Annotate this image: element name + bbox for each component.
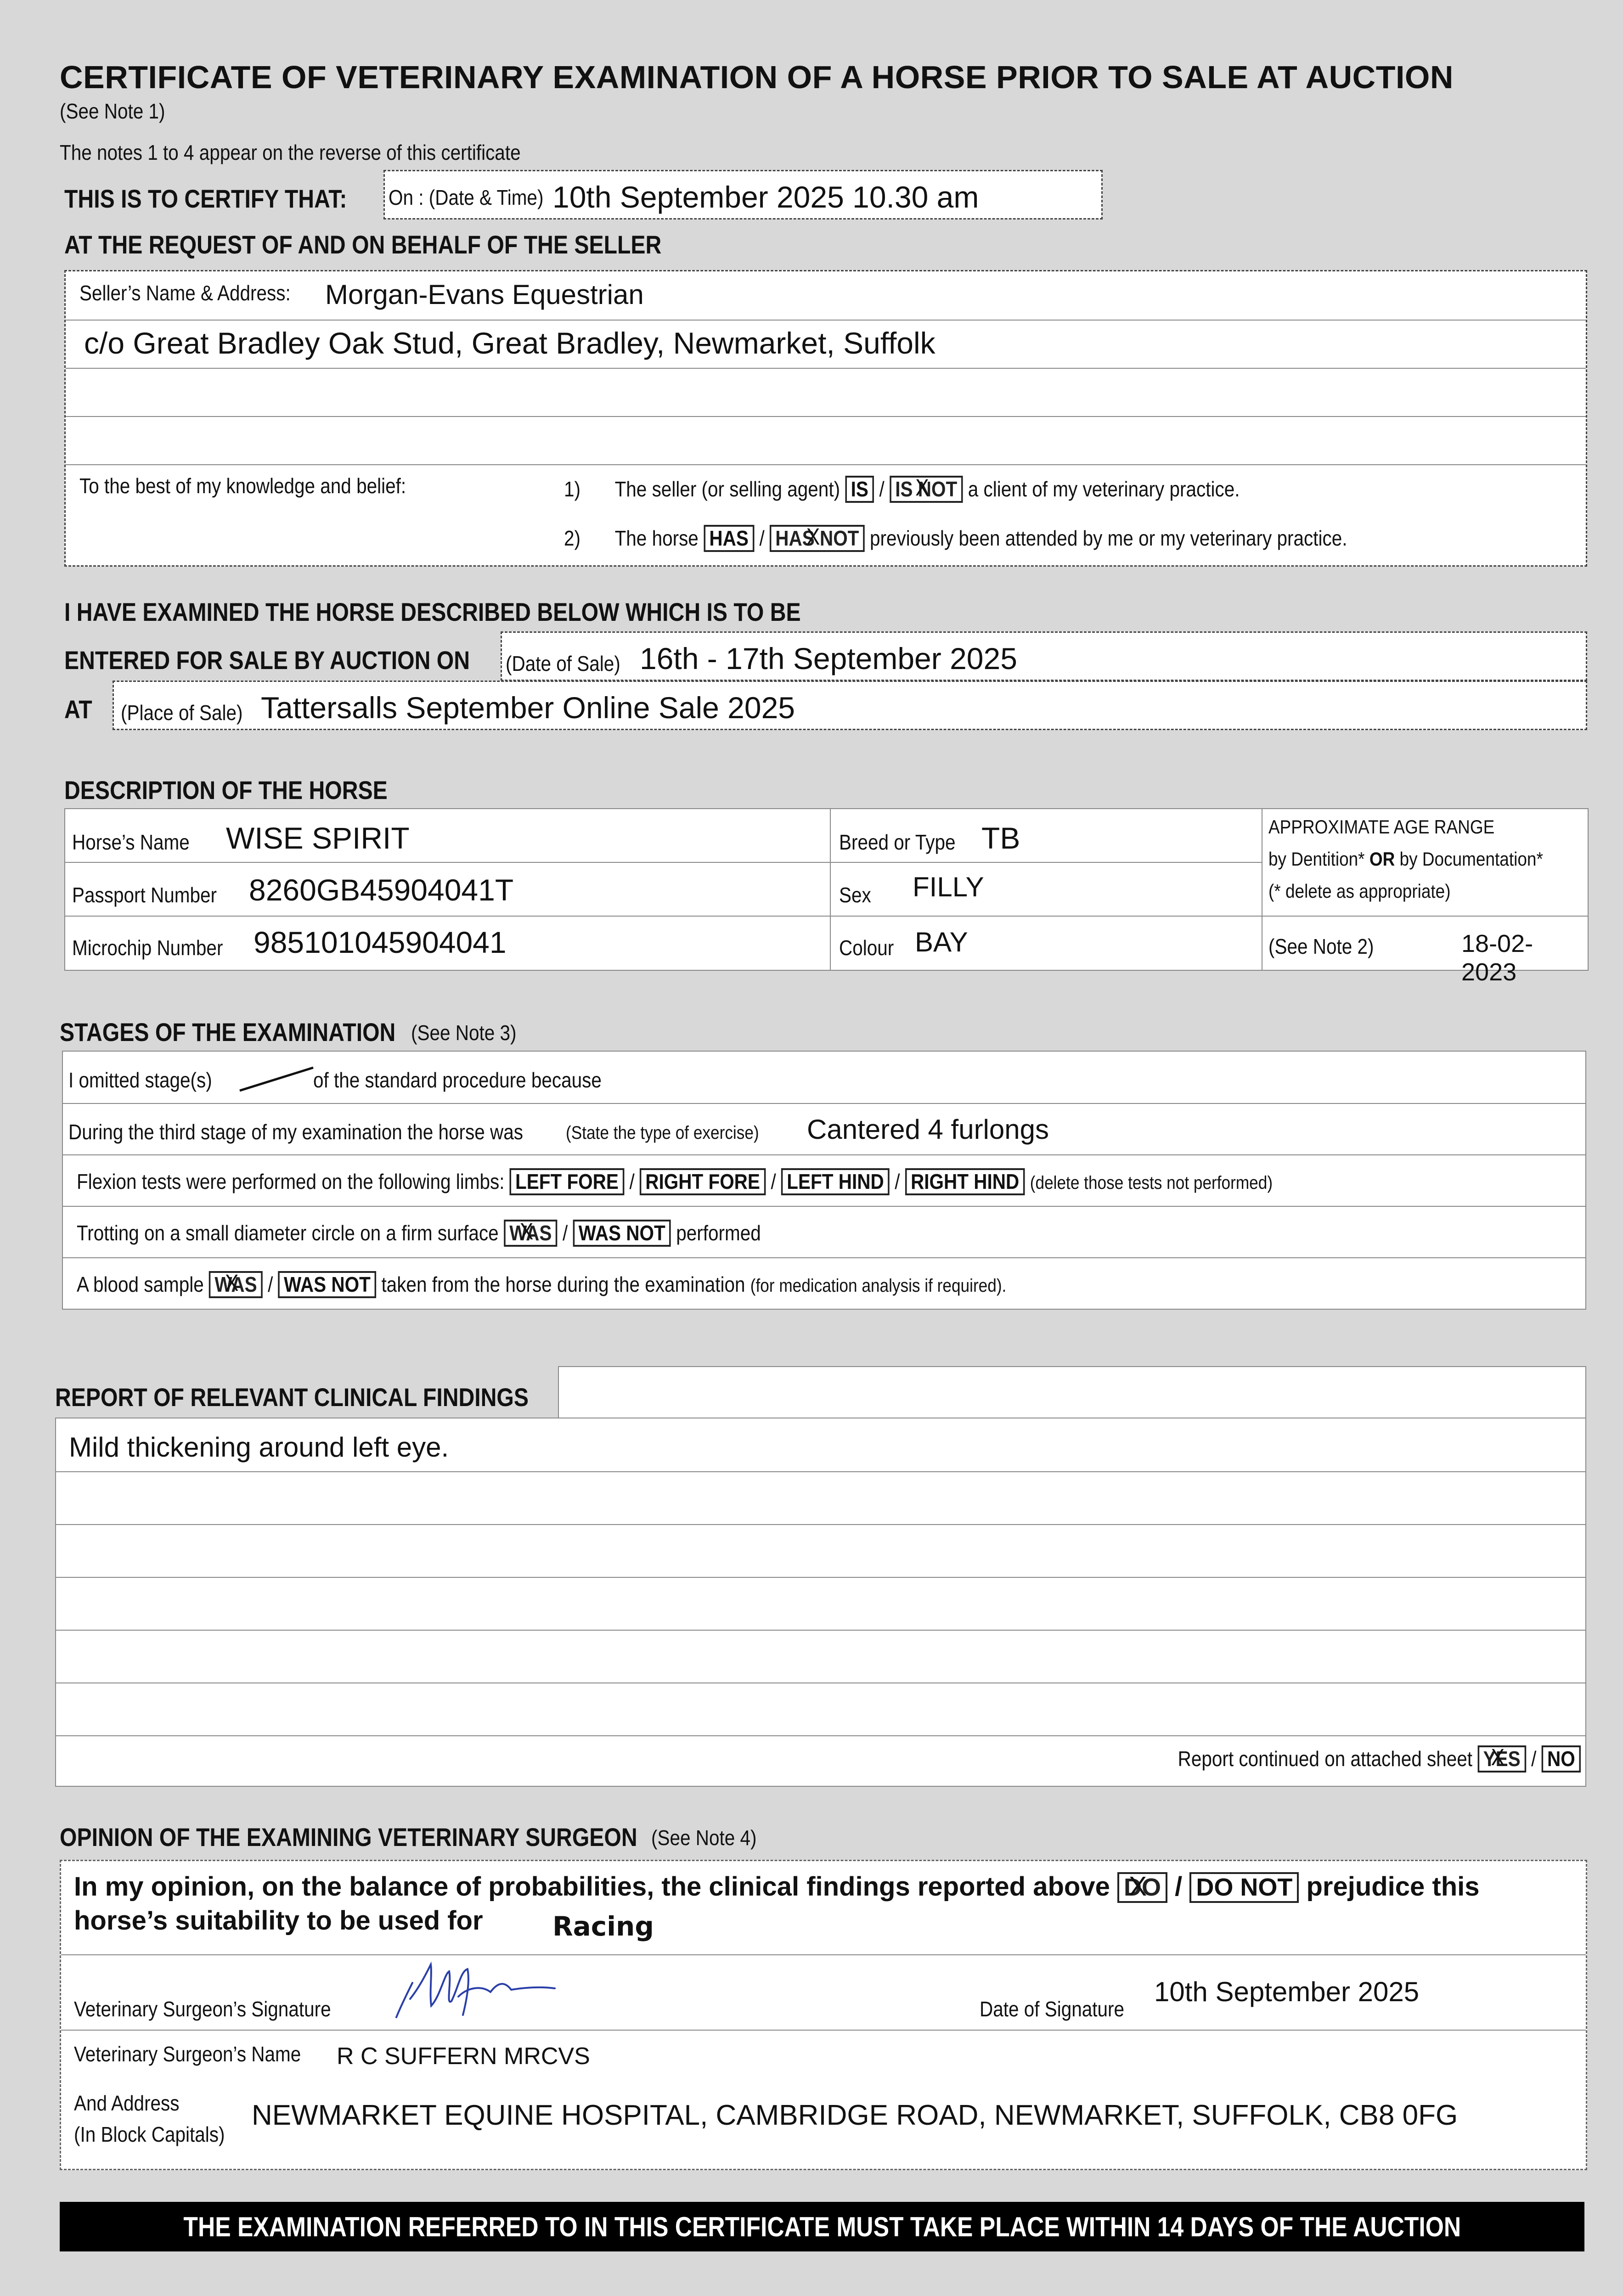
opinion-purpose-value[interactable]: Racing (552, 1911, 654, 1942)
blood-pre: A blood sample (77, 1272, 204, 1296)
seller-box (64, 270, 1587, 567)
vet-name-value[interactable]: R C SUFFERN MRCVS (337, 2043, 590, 2070)
see-note-1: (See Note 1) (60, 99, 165, 123)
third-stage-label: During the third stage of my examination the horse was (68, 1120, 524, 1144)
certificate-title: CERTIFICATE OF VETERINARY EXAMINATION OF A HORSE PRIOR TO SALE AT AUCTION (60, 59, 1454, 95)
breed-label: Breed or Type (839, 830, 956, 854)
attended-has-option[interactable]: HAS (704, 525, 754, 552)
stages-heading-row (60, 1017, 450, 1047)
on-datetime-label: On : (Date & Time) (389, 186, 544, 209)
place-of-sale-label: (Place of Sale) (121, 701, 243, 725)
sex-label: Sex (839, 883, 871, 907)
report-continued-row (1178, 1745, 1581, 1773)
breed-value[interactable]: TB (981, 821, 1020, 855)
opinion-box (60, 1860, 1587, 2170)
colour-label: Colour (839, 936, 894, 960)
seller-address-line1[interactable]: c/o Great Bradley Oak Stud, Great Bradley, Newmarket, Suffolk (84, 326, 935, 360)
signature-label: Veterinary Surgeon’s Signature (74, 1997, 331, 2021)
certify-label: THIS IS TO CERTIFY THAT: (64, 184, 347, 213)
blood-row (77, 1271, 1006, 1298)
knowledge-label: To the best of my knowledge and belief: (79, 474, 406, 498)
third-stage-hint: (State the type of exercise) (566, 1123, 759, 1143)
opinion-statement-post: prejudice this (1306, 1872, 1480, 1902)
horse-name-label: Horse’s Name (72, 830, 190, 854)
age-delete-note: (* delete as appropriate) (1268, 880, 1451, 902)
opinion-statement-line2: horse’s suitability to be used for (74, 1906, 483, 1936)
item2-post: previously been attended by me or my veterinary practice. (869, 526, 1347, 550)
vet-address-label-2: (In Block Capitals) (74, 2122, 225, 2146)
client-is-option[interactable]: IS (845, 476, 874, 503)
date-signature-label: Date of Signature (980, 1997, 1125, 2021)
item1-post: a client of my veterinary practice. (968, 477, 1240, 501)
report-continued-no[interactable]: NO (1542, 1745, 1581, 1773)
blood-post: taken from the horse during the examination (381, 1272, 745, 1296)
omitted-stages-strike[interactable] (237, 1065, 316, 1093)
at-label: AT (64, 695, 92, 724)
seller-name-value[interactable]: Morgan-Evans Equestrian (325, 279, 644, 310)
request-label: AT THE REQUEST OF AND ON BEHALF OF THE SELLER (64, 230, 662, 259)
description-heading: DESCRIPTION OF THE HORSE (64, 776, 388, 805)
opinion-do-option[interactable]: DO X (1117, 1872, 1167, 1903)
seller-address-line3[interactable] (70, 422, 1581, 458)
microchip-value[interactable]: 985101045904041 (254, 925, 507, 959)
horse-name-value[interactable]: WISE SPIRIT (226, 821, 410, 855)
flexion-label: Flexion tests were performed on the following limbs: (77, 1170, 505, 1193)
age-see-note-2: (See Note 2) (1268, 934, 1374, 958)
date-of-sale-label: (Date of Sale) (506, 652, 620, 675)
slash: / (879, 477, 885, 501)
opinion-statement-pre: In my opinion, on the balance of probabilities, the clinical findings reported above (74, 1872, 1110, 1902)
on-datetime-value: 10th September 2025 10.30 am (552, 180, 979, 214)
seller-name-label: Seller’s Name & Address: (79, 281, 291, 305)
item1-pre: The seller (or selling agent) (614, 477, 840, 501)
flexion-right-hind[interactable]: RIGHT HIND (905, 1168, 1025, 1195)
age-by-dentition[interactable]: by Dentition* (1268, 848, 1365, 870)
report-continued-label: Report continued on attached sheet (1178, 1747, 1473, 1771)
slash: / (1531, 1747, 1537, 1771)
examined-label: I HAVE EXAMINED THE HORSE DESCRIBED BELOW WHICH IS TO BE (64, 597, 801, 626)
slash: / (1175, 1872, 1183, 1902)
trot-was-not-option[interactable]: WAS NOT (573, 1220, 671, 1247)
stages-table (62, 1051, 1586, 1310)
footer-text: THE EXAMINATION REFERRED TO IN THIS CERTIFICATE MUST TAKE PLACE WITHIN 14 DAYS OF THE AUCTION (183, 2211, 1461, 2242)
notes-reverse: The notes 1 to 4 appear on the reverse of this certificate (60, 141, 521, 164)
age-or: OR (1369, 848, 1395, 870)
flexion-note: (delete those tests not performed) (1030, 1173, 1273, 1193)
description-table (64, 808, 1589, 986)
colour-value[interactable]: BAY (915, 927, 968, 957)
vet-address-label: And Address (74, 2091, 180, 2115)
date-of-sale-value: 16th - 17th September 2025 (640, 642, 1017, 675)
slash: / (268, 1272, 273, 1296)
trot-was-option[interactable]: WAS X (504, 1220, 558, 1247)
age-by-documentation[interactable]: by Documentation* (1399, 848, 1543, 870)
client-is-not-option[interactable]: IS NOT X (890, 476, 963, 503)
stages-heading: STAGES OF THE EXAMINATION (60, 1018, 396, 1047)
report-line-1[interactable]: Mild thickening around left eye. (69, 1432, 449, 1463)
slash: / (759, 526, 765, 550)
third-stage-value[interactable]: Cantered 4 furlongs (807, 1114, 1049, 1145)
opinion-statement (74, 1871, 1480, 1903)
trot-row (77, 1220, 761, 1247)
flexion-row (77, 1168, 1273, 1195)
knowledge-item-1 (564, 476, 1240, 503)
signature-image[interactable] (387, 1955, 562, 2024)
flexion-right-fore[interactable]: RIGHT FORE (640, 1168, 766, 1195)
trot-post: performed (676, 1221, 761, 1245)
slash: / (895, 1170, 900, 1193)
blood-was-not-option[interactable]: WAS NOT (278, 1271, 377, 1298)
blood-was-option[interactable]: WAS X (209, 1271, 263, 1298)
place-of-sale-field[interactable] (113, 681, 1587, 730)
opinion-heading: OPINION OF THE EXAMINING VETERINARY SURGEON (60, 1823, 637, 1851)
flexion-left-fore[interactable]: LEFT FORE (510, 1168, 625, 1195)
slash: / (771, 1170, 776, 1193)
date-signature-value[interactable]: 10th September 2025 (1154, 1976, 1420, 2007)
opinion-do-not-option[interactable]: DO NOT (1189, 1872, 1299, 1903)
sex-value[interactable]: FILLY (913, 872, 984, 902)
report-heading: REPORT OF RELEVANT CLINICAL FINDINGS (55, 1383, 529, 1412)
exam-datetime-field[interactable] (383, 170, 1103, 219)
microchip-label: Microchip Number (72, 936, 223, 960)
report-heading-field[interactable] (558, 1366, 1586, 1418)
blood-note: (for medication analysis if required). (750, 1276, 1007, 1296)
entered-label: ENTERED FOR SALE BY AUCTION ON (64, 646, 470, 675)
omitted-post: of the standard procedure because (313, 1068, 602, 1092)
item2-num: 2) (564, 526, 580, 550)
opinion-see-note-4: (See Note 4) (651, 1826, 757, 1850)
slash: / (562, 1221, 568, 1245)
slash: / (629, 1170, 635, 1193)
report-continued-yes[interactable]: YES X (1477, 1745, 1526, 1773)
knowledge-item-2 (564, 525, 1347, 552)
passport-value[interactable]: 8260GB45904041T (249, 873, 514, 907)
flexion-left-hind[interactable]: LEFT HIND (781, 1168, 890, 1195)
age-method-line (1268, 848, 1543, 870)
passport-label: Passport Number (72, 883, 217, 907)
place-of-sale-value: Tattersalls September Online Sale 2025 (261, 691, 795, 725)
vet-name-label: Veterinary Surgeon’s Name (74, 2042, 301, 2066)
age-value[interactable]: 18-02-2023 (1461, 930, 1533, 986)
report-box (55, 1418, 1586, 1787)
omitted-pre: I omitted stage(s) (68, 1068, 212, 1092)
trot-pre: Trotting on a small diameter circle on a firm surface (77, 1221, 499, 1245)
footer-banner (60, 2202, 1584, 2251)
stages-see-note-3: (See Note 3) (411, 1021, 517, 1045)
date-of-sale-field[interactable] (501, 631, 1587, 681)
item2-pre: The horse (614, 526, 699, 550)
age-heading: APPROXIMATE AGE RANGE (1268, 816, 1495, 838)
vet-address-value[interactable]: NEWMARKET EQUINE HOSPITAL, CAMBRIDGE ROAD, NEWMARKET, SUFFOLK, CB8 0FG (252, 2099, 1458, 2131)
seller-address-line2[interactable] (70, 373, 1581, 410)
attended-has-not-option[interactable]: HAS NOT X (770, 525, 865, 552)
item1-num: 1) (564, 477, 580, 501)
